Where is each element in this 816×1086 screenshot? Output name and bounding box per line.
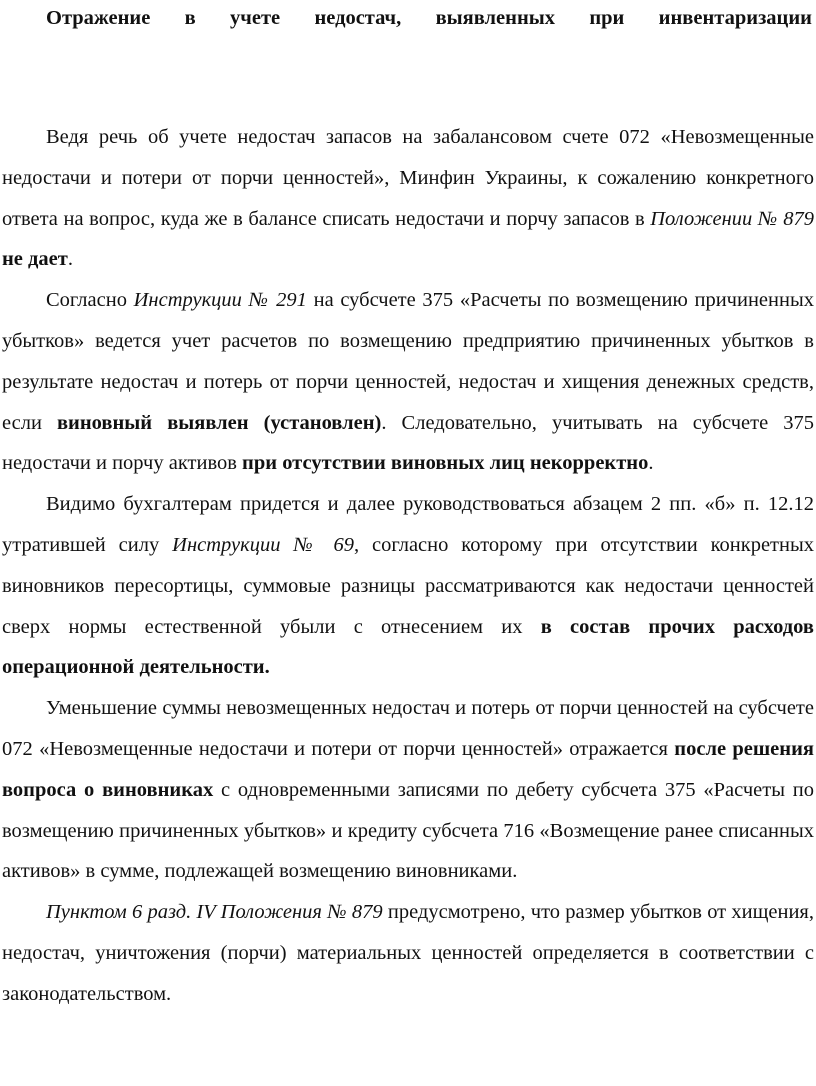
document-title: Отражение в учете недостач, выявленных при инвентаризации — [46, 7, 812, 29]
paragraph-3 — [2, 484, 814, 688]
paragraph-3-bold: в состав прочих расходов операционной деятельности. — [2, 615, 814, 679]
paragraph-2 — [2, 280, 814, 484]
paragraph-4-text-1: Уменьшение суммы невозмещенных недостач и потерь от порчи ценностей на субсчете 072 «Невозмещенные недостачи и потери от порчи ценностей» отражается — [2, 697, 814, 760]
paragraph-4 — [2, 688, 814, 892]
paragraph-3-italic-ref: Инструкции № 69 — [172, 533, 354, 556]
paragraph-2-bold-1: виновный выявлен (установлен) — [56, 411, 382, 434]
paragraph-2-text-3: . Следовательно, учитывать на субсчете 375 недостачи и порчу активов — [2, 411, 814, 475]
paragraph-1-text-3: . — [67, 248, 73, 271]
paragraph-2-bold-2: при отсутствии виновных лиц некорректно — [242, 452, 649, 475]
paragraph-1 — [2, 117, 814, 280]
paragraph-4-bold: после решения вопроса о виновниках — [2, 737, 814, 801]
paragraph-5 — [2, 892, 814, 1014]
paragraph-2-italic-ref: Инструкции № 291 — [133, 289, 307, 312]
paragraph-2-text-4: . — [648, 452, 654, 475]
paragraph-1-bold: не дает — [2, 248, 68, 271]
paragraph-5-text-1: предусмотрено, что размер убытков от хищения, недостач, уничтожения (порчи) материальных ценностей определяется в соответствии с законодательством. — [2, 901, 814, 1005]
document-body — [2, 117, 814, 1015]
paragraph-3-text-2: , согласно которому при отсутствии конкретных виновников пересортицы, суммовые разницы рассматриваются как недостачи ценностей сверх нормы естественной убыли с отнесением их — [2, 533, 815, 638]
paragraph-2-text-1: Согласно — [46, 289, 134, 312]
paragraph-3-text-1: Видимо бухгалтерам придется и далее руководствоваться абзацем 2 пп. «б» п. 12.12 утратившей силу — [2, 493, 814, 556]
paragraph-4-text-2: с одновременными записями по дебету субсчета 375 «Расчеты по возмещению причиненных убытков» и кредиту субсчета 716 «Возмещение ранее списанных активов» в сумме, подлежащей возмещению виновниками. — [2, 778, 814, 883]
paragraph-1-italic-ref: Положении № 879 — [650, 207, 814, 230]
paragraph-1-text-1: Ведя речь об учете недостач запасов на забалансовом счете 072 «Невозмещенные недостачи и потери от порчи ценностей», Минфин Украины, к сожалению конкретного ответа на вопрос, куда же в балансе списать недостачи и порчу запасов в — [2, 126, 814, 230]
paragraph-5-italic-ref: Пунктом 6 разд. IV Положения № 879 — [46, 901, 383, 924]
paragraph-2-text-2: на субсчете 375 «Расчеты по возмещению причиненных убытков» ведется учет расчетов по возмещению предприятию причиненных убытков в результате недостач и потерь от порчи ценностей, недостач и хищения денежных средств, если — [2, 289, 814, 434]
